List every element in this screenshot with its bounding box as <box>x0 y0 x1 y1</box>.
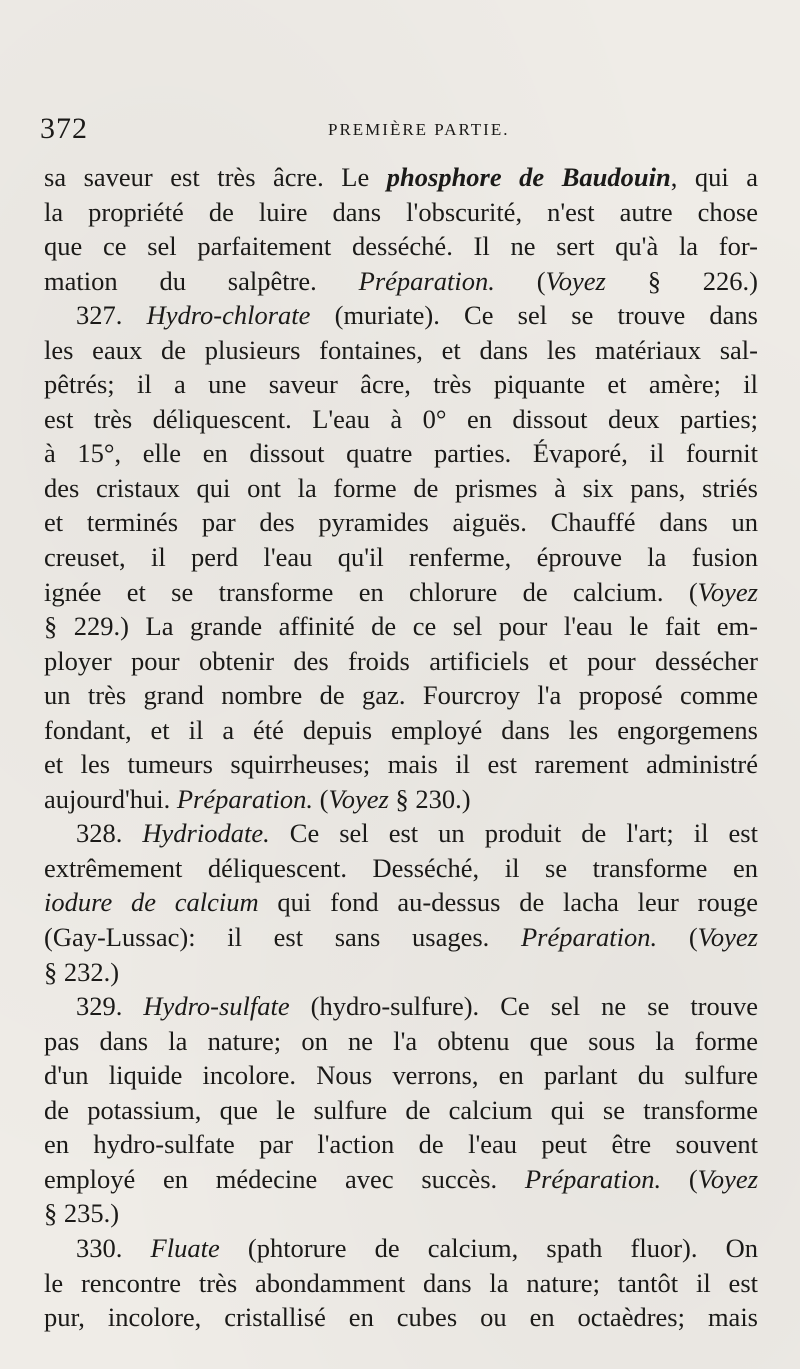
text-segment: 328. <box>76 818 143 849</box>
text-segment: (phtorure de calcium, spath fluor). On <box>219 1232 758 1263</box>
text-line <box>44 540 758 575</box>
text-segment: (Gay-Lussac): il est sans usages. <box>44 922 521 953</box>
text-segment: à 15°, elle en dissout quatre parties. Évaporé, il fournit <box>44 438 758 469</box>
text-line <box>44 1231 758 1266</box>
text-line <box>44 1058 758 1093</box>
text-segment: 330. <box>76 1232 151 1263</box>
text-segment: Hydro-sulfate <box>143 991 290 1022</box>
text-segment: fondant, et il a été depuis employé dans les engorgemens <box>44 714 758 745</box>
text-segment: extrêmement déliquescent. Desséché, il se transforme en <box>44 852 758 883</box>
running-title: PREMIÈRE PARTIE. <box>328 120 510 139</box>
text-segment: Voyez <box>697 1163 759 1194</box>
text-line <box>44 264 758 299</box>
running-head <box>40 112 760 152</box>
text-segment: ployer pour obtenir des froids artificiels et pour dessécher <box>44 645 758 676</box>
text-segment: en hydro-sulfate par l'action de l'eau peut être souvent <box>44 1129 758 1160</box>
text-line <box>44 747 758 782</box>
text-segment: § 229.) La grande affinité de ce sel pour l'eau le fait em- <box>44 611 758 642</box>
text-segment: ( <box>313 783 329 814</box>
text-line <box>44 402 758 437</box>
text-segment: est très déliquescent. L'eau à 0° en dissout deux parties; <box>44 403 758 434</box>
text-segment: le rencontre très abondamment dans la nature; tantôt il est <box>44 1267 758 1298</box>
text-line <box>44 920 758 955</box>
text-segment: pas dans la nature; on ne l'a obtenu que sous la forme <box>44 1025 758 1056</box>
text-segment: pêtrés; il a une saveur âcre, très piquante et amère; il <box>44 369 758 400</box>
text-line <box>44 505 758 540</box>
text-segment: Voyez <box>697 576 758 607</box>
text-line <box>44 1024 758 1059</box>
text-line <box>44 713 758 748</box>
text-segment: Hydro-chlorate <box>146 300 311 331</box>
text-line <box>44 1196 758 1231</box>
text-segment: 327. <box>76 300 147 331</box>
text-segment: creuset, il perd l'eau qu'il renferme, éprouve la fusion <box>44 542 758 573</box>
text-line <box>44 989 758 1024</box>
text-segment: phosphore de Baudouin <box>386 162 671 192</box>
text-line <box>44 1162 758 1197</box>
text-line <box>44 851 758 886</box>
text-segment: ( <box>494 265 546 296</box>
text-segment: ( <box>661 1163 698 1194</box>
text-segment: Fluate <box>150 1232 220 1263</box>
text-line <box>44 1266 758 1301</box>
text-segment: d'un liquide incolore. Nous verrons, en parlant du sulfure <box>44 1060 758 1091</box>
text-segment: que ce sel parfaitement desséché. Il ne sert qu'à la for- <box>44 231 758 262</box>
text-segment: Préparation. <box>176 783 314 814</box>
text-line <box>44 471 758 506</box>
text-segment: les eaux de plusieurs fontaines, et dans les matériaux sal- <box>44 334 758 365</box>
text-segment: mation du salpêtre. <box>44 265 359 296</box>
text-segment: § 235.) <box>44 1198 120 1229</box>
text-segment: § 232.) <box>44 956 120 987</box>
text-line <box>44 1300 758 1335</box>
text-segment: § 226.) <box>605 265 758 296</box>
text-segment: pur, incolore, cristallisé en cubes ou en octaèdres; mais <box>44 1302 758 1333</box>
text-line <box>44 160 758 195</box>
text-segment: sa saveur est très âcre. Le <box>44 162 387 192</box>
text-line <box>44 229 758 264</box>
page-number: 372 <box>40 112 88 145</box>
text-line <box>44 609 758 644</box>
text-line <box>44 333 758 368</box>
text-segment: Ce sel est un produit de l'art; il est <box>269 818 758 849</box>
text-line <box>44 436 758 471</box>
text-segment: un très grand nombre de gaz. Fourcroy l'a proposé comme <box>44 680 758 711</box>
text-segment: (hydro-sulfure). Ce sel ne se trouve <box>289 991 759 1022</box>
text-line <box>44 298 758 333</box>
text-segment: Voyez <box>328 783 389 814</box>
text-segment: Hydriodate. <box>142 818 270 849</box>
text-line <box>44 644 758 679</box>
text-segment: Préparation. <box>358 265 495 296</box>
text-segment: Préparation. <box>524 1163 662 1194</box>
text-line <box>44 575 758 610</box>
text-segment: qui fond au-dessus de lacha leur rouge <box>258 887 758 918</box>
text-line <box>44 195 758 230</box>
text-segment: des cristaux qui ont la forme de prismes à six pans, striés <box>44 472 758 503</box>
text-segment: de potassium, que le sulfure de calcium qui se transforme <box>44 1094 758 1125</box>
text-segment: et terminés par des pyramides aiguës. Chauffé dans un <box>44 507 758 538</box>
text-segment: Préparation. <box>520 922 658 953</box>
text-line <box>44 367 758 402</box>
text-line <box>44 678 758 713</box>
text-segment: employé en médecine avec succès. <box>44 1163 525 1194</box>
text-line <box>44 955 758 990</box>
text-segment: , qui a <box>670 162 758 192</box>
text-segment: § 230.) <box>388 783 471 814</box>
text-segment: 329. <box>76 991 144 1022</box>
text-line <box>44 1093 758 1128</box>
body-text <box>44 160 758 1335</box>
text-line <box>44 782 758 817</box>
text-segment: ignée et se transforme en chlorure de calcium. ( <box>44 576 698 607</box>
text-segment: la propriété de luire dans l'obscurité, n'est autre chose <box>44 196 758 227</box>
text-segment: aujourd'hui. <box>44 783 177 814</box>
text-segment: et les tumeurs squirrheuses; mais il est rarement administré <box>44 749 758 780</box>
text-segment: iodure de calcium <box>44 887 259 918</box>
text-segment: (muriate). Ce sel se trouve dans <box>310 300 758 331</box>
text-line <box>44 1127 758 1162</box>
text-line <box>44 885 758 920</box>
text-segment: ( <box>657 922 698 953</box>
text-segment: Voyez <box>545 265 606 296</box>
text-line <box>44 816 758 851</box>
text-segment: Voyez <box>697 922 758 953</box>
